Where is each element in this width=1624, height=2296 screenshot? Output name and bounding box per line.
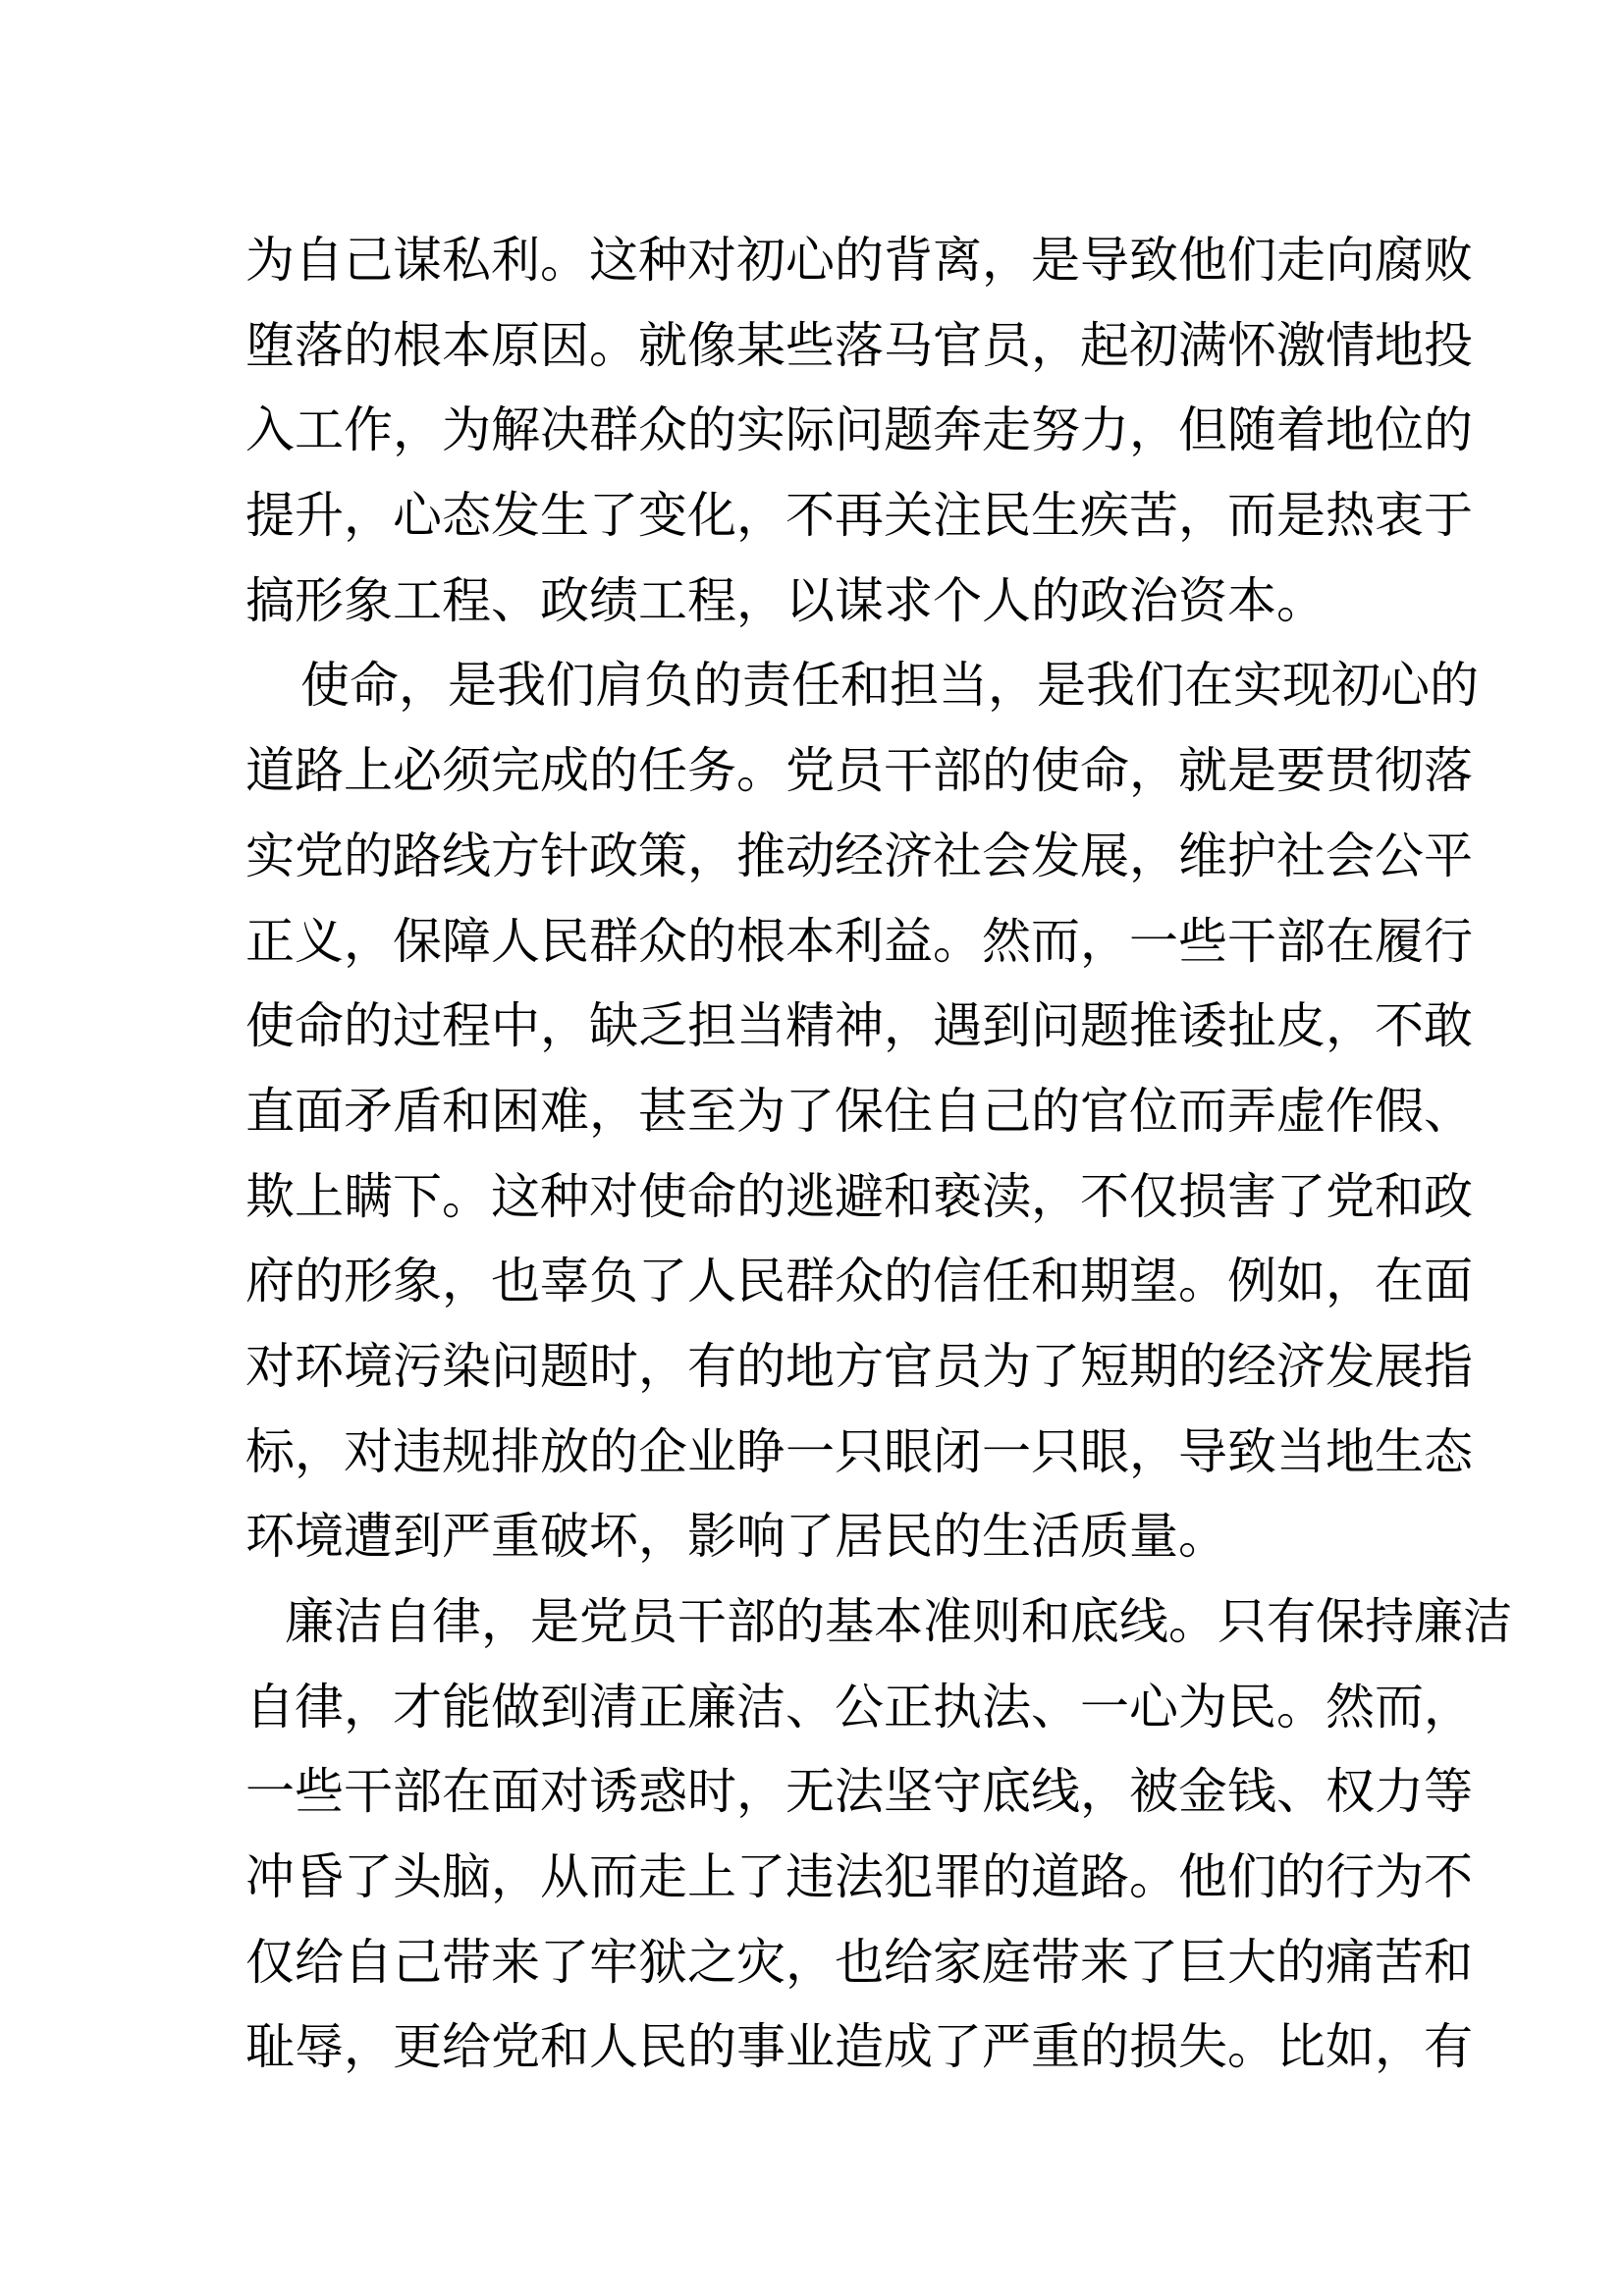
text-line: 冲昏了头脑，从而走上了违法犯罪的道路。他们的行为不 [245, 1848, 1473, 1906]
text-line: 搞形象工程、政绩工程，以谋求个人的政治资本。 [245, 571, 1326, 629]
text-line: 自律，才能做到清正廉洁、公正执法、一心为民。然而， [245, 1678, 1473, 1735]
text-line: 使命的过程中，缺乏担当精神，遇到问题推诿扯皮，不敢 [245, 997, 1473, 1055]
text-line: 入工作，为解决群众的实际问题奔走努力，但随着地位的 [245, 401, 1473, 459]
text-line: 一些干部在面对诱惑时，无法坚守底线，被金钱、权力等 [245, 1763, 1473, 1821]
text-line: 直面矛盾和困难，甚至为了保住自己的官位而弄虚作假、 [245, 1082, 1473, 1140]
document-body [245, 218, 1512, 2090]
text-line: 对环境污染问题时，有的地方官员为了短期的经济发展指 [245, 1337, 1473, 1395]
text-line: 耻辱，更给党和人民的事业造成了严重的损失。比如，有 [245, 2018, 1473, 2076]
text-line: 廉洁自律，是党员干部的基本准则和底线。只有保持廉洁 [285, 1593, 1512, 1650]
text-line: 实党的路线方针政策，推动经济社会发展，维护社会公平 [245, 827, 1473, 884]
text-line: 仅给自己带来了牢狱之灾，也给家庭带来了巨大的痛苦和 [245, 1933, 1473, 1991]
text-line: 道路上必须完成的任务。党员干部的使命，就是要贯彻落 [245, 742, 1473, 800]
text-line: 使命，是我们肩负的责任和担当，是我们在实现初心的 [300, 657, 1479, 715]
paragraph-3 [245, 1579, 1512, 2090]
text-line: 府的形象，也辜负了人民群众的信任和期望。例如，在面 [245, 1253, 1473, 1310]
paragraph-2 [245, 643, 1479, 1579]
text-line: 堕落的根本原因。就像某些落马官员，起初满怀激情地投 [245, 316, 1473, 374]
text-line: 环境遭到严重破坏，影响了居民的生活质量。 [245, 1508, 1227, 1566]
text-line: 正义，保障人民群众的根本利益。然而，一些干部在履行 [245, 912, 1473, 970]
paragraph-1 [245, 218, 1473, 643]
text-line: 标，对违规排放的企业睁一只眼闭一只眼，导致当地生态 [245, 1422, 1473, 1480]
text-line: 提升，心态发生了变化，不再关注民生疾苦，而是热衷于 [245, 487, 1473, 545]
text-line: 欺上瞒下。这种对使命的逃避和亵渎，不仅损害了党和政 [245, 1167, 1473, 1225]
text-line: 为自己谋私利。这种对初心的背离，是导致他们走向腐败 [245, 232, 1473, 289]
